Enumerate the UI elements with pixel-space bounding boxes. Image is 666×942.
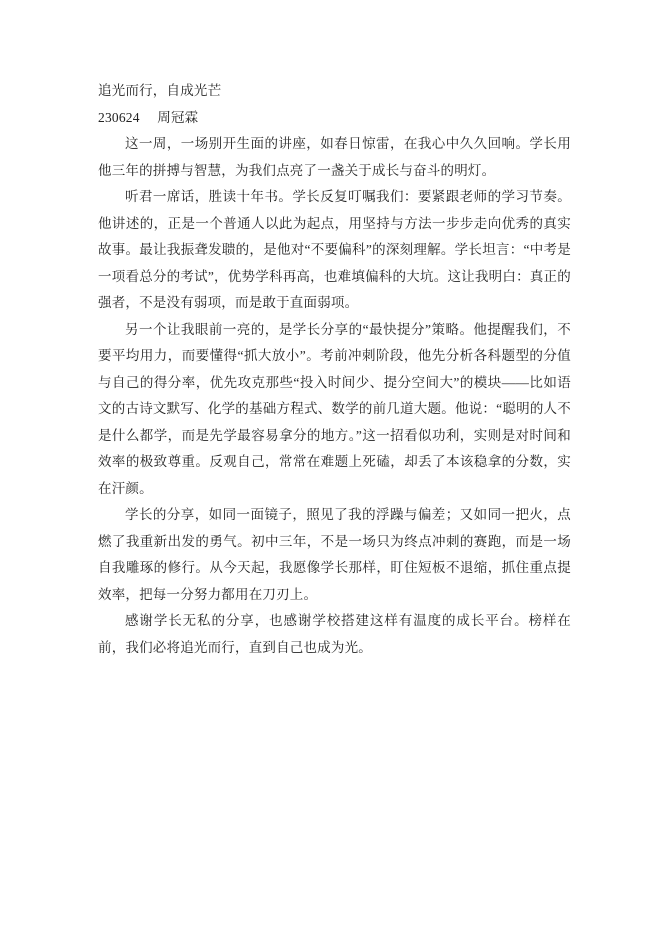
document-title: 追光而行，自成光芒 xyxy=(98,83,222,98)
paragraph: 学长的分享，如同一面镜子，照见了我的浮躁与偏差；又如同一把火，点燃了我重新出发的勇气。初中三年，不是一场只为终点冲刺的赛跑，而是一场自我雕琢的修行。从今天起，我愿像学长那样，盯住短板不退缩，抓住重点提效率，把每一分努力都用在刀刃上。 xyxy=(98,507,571,602)
student-name: 周冠霖 xyxy=(157,109,199,125)
paragraph: 听君一席话，胜读十年书。学长反复叮嘱我们：要紧跟老师的学习节奏。他讲述的，正是一个普通人以此为起点，用坚持与方法一步步走向优秀的真实故事。最让我振聋发聩的，是他对“不要偏科”的深刻理解。学长坦言：“中考是一项看总分的考试”，优势学科再高，也难填偏科的大坑。这让我明白：真正的强者，不是没有弱项，而是敢于直面弱项。 xyxy=(98,189,571,310)
student-id: 230624 xyxy=(98,109,140,125)
document-content xyxy=(98,78,571,661)
paragraph: 这一周，一场别开生面的讲座，如春日惊雷，在我心中久久回响。学长用他三年的拼搏与智慧，为我们点亮了一盏关于成长与奋斗的明灯。 xyxy=(98,136,571,178)
byline xyxy=(98,105,571,132)
paragraph: 另一个让我眼前一亮的，是学长分享的“最快提分”策略。他提醒我们，不要平均用力，而要懂得“抓大放小”。考前冲刺阶段，他先分析各科题型的分值与自己的得分率，优先攻克那些“投入时间少、提分空间大”的模块——比如语文的古诗文默写、化学的基础方程式、数学的前几道大题。他说：“聪明的人不是什么都学，而是先学最容易拿分的地方。”这一招看似功利，实则是对时间和效率的极致尊重。反观自己，常常在难题上死磕，却丢了本该稳拿的分数，实在汗颜。 xyxy=(98,321,571,496)
paragraph: 感谢学长无私的分享，也感谢学校搭建这样有温度的成长平台。榜样在前，我们必将追光而行，直到自己也成为光。 xyxy=(98,613,571,655)
